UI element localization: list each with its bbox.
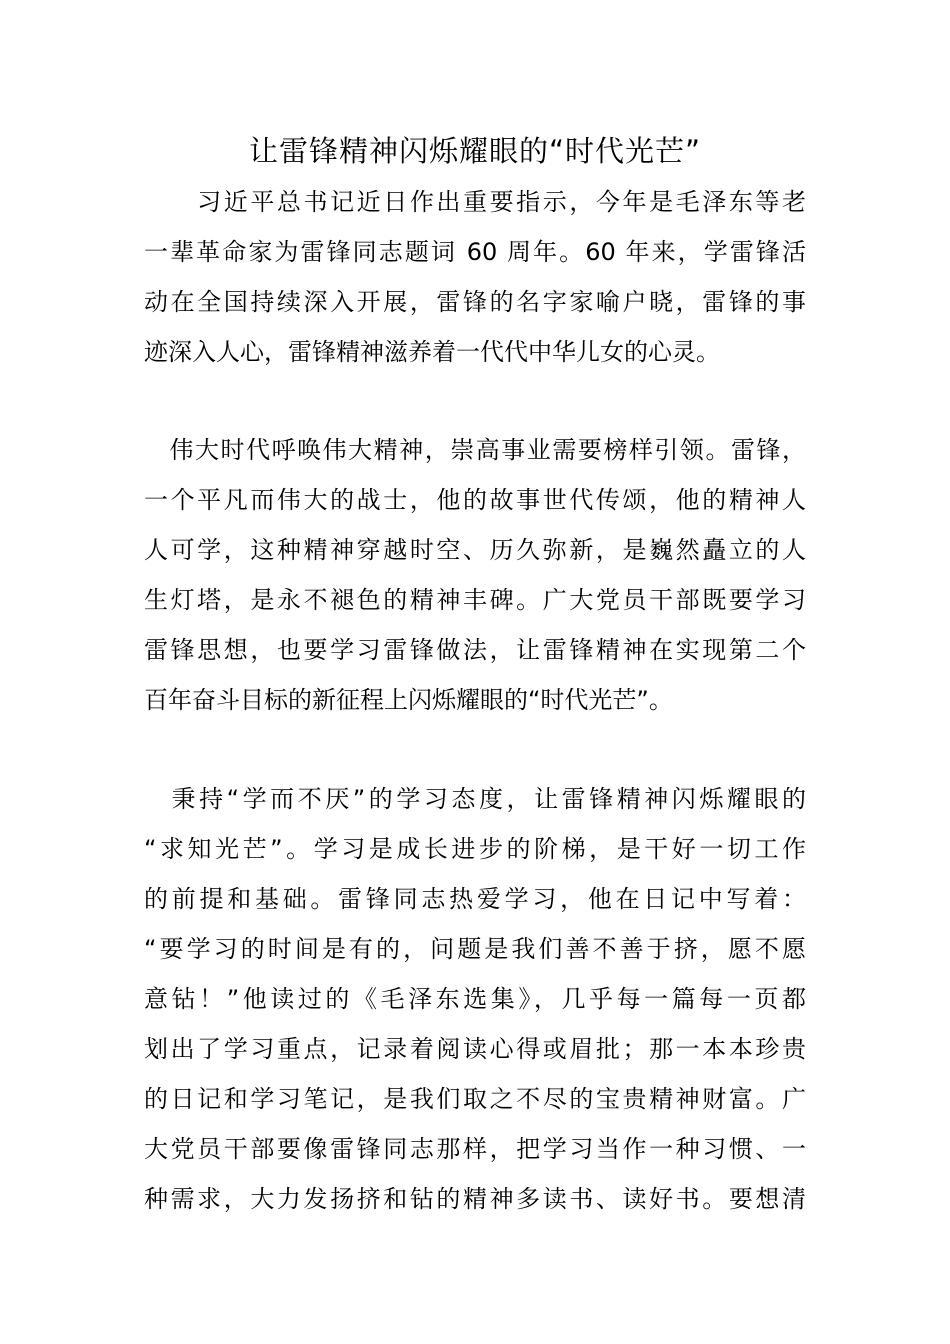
paragraph-2-line-5: 雷锋思想，也要学习雷锋做法，让雷锋精神在实现第二个: [144, 636, 806, 664]
paragraph-1-line-3: 动在全国持续深入开展，雷锋的名字家喻户晓，雷锋的事: [144, 288, 806, 316]
paragraph-2-line-2: 一个平凡而伟大的战士，他的故事世代传颂，他的精神人: [144, 486, 806, 514]
paragraph-3-line-1: 秉持“学而不厌”的学习态度，让雷锋精神闪烁耀眼的: [144, 785, 806, 813]
paragraph-3-line-9: 种需求，大力发扬挤和钻的精神多读书、读好书。要想清: [144, 1185, 806, 1213]
page-title: 让雷锋精神闪烁耀眼的“时代光芒”: [248, 134, 702, 168]
paragraph-3-line-5: 意钻！”他读过的《毛泽东选集》，几乎每一篇每一页都: [144, 985, 806, 1013]
paragraph-1-line-1: 习近平总书记近日作出重要指示，今年是毛泽东等老: [144, 188, 806, 216]
paragraph-1-line-4: 迹深入人心，雷锋精神滋养着一代代中华儿女的心灵。: [144, 338, 720, 366]
paragraph-3-line-8: 大党员干部要像雷锋同志那样，把学习当作一种习惯、一: [144, 1135, 806, 1163]
paragraph-2-line-1: 伟大时代呼唤伟大精神，崇高事业需要榜样引领。雷锋，: [144, 436, 806, 464]
paragraph-1-line-2: 一辈革命家为雷锋同志题词 60 周年。60 年来，学雷锋活: [144, 238, 806, 266]
paragraph-3-line-7: 的日记和学习笔记，是我们取之不尽的宝贵精神财富。广: [144, 1085, 806, 1113]
paragraph-2-line-3: 人可学，这种精神穿越时空、历久弥新，是巍然矗立的人: [144, 536, 806, 564]
paragraph-3-line-3: 的前提和基础。雷锋同志热爱学习，他在日记中写着：: [144, 885, 806, 913]
paragraph-3-line-2: “求知光芒”。学习是成长进步的阶梯，是干好一切工作: [144, 835, 806, 863]
paragraph-3-line-6: 划出了学习重点，记录着阅读心得或眉批；那一本本珍贵: [144, 1035, 806, 1063]
paragraph-2-line-4: 生灯塔，是永不褪色的精神丰碑。广大党员干部既要学习: [144, 586, 806, 614]
paragraph-3-line-4: “要学习的时间是有的，问题是我们善不善于挤，愿不愿: [144, 935, 806, 963]
paragraph-2-line-6: 百年奋斗目标的新征程上闪烁耀眼的“时代光芒”。: [144, 686, 673, 714]
